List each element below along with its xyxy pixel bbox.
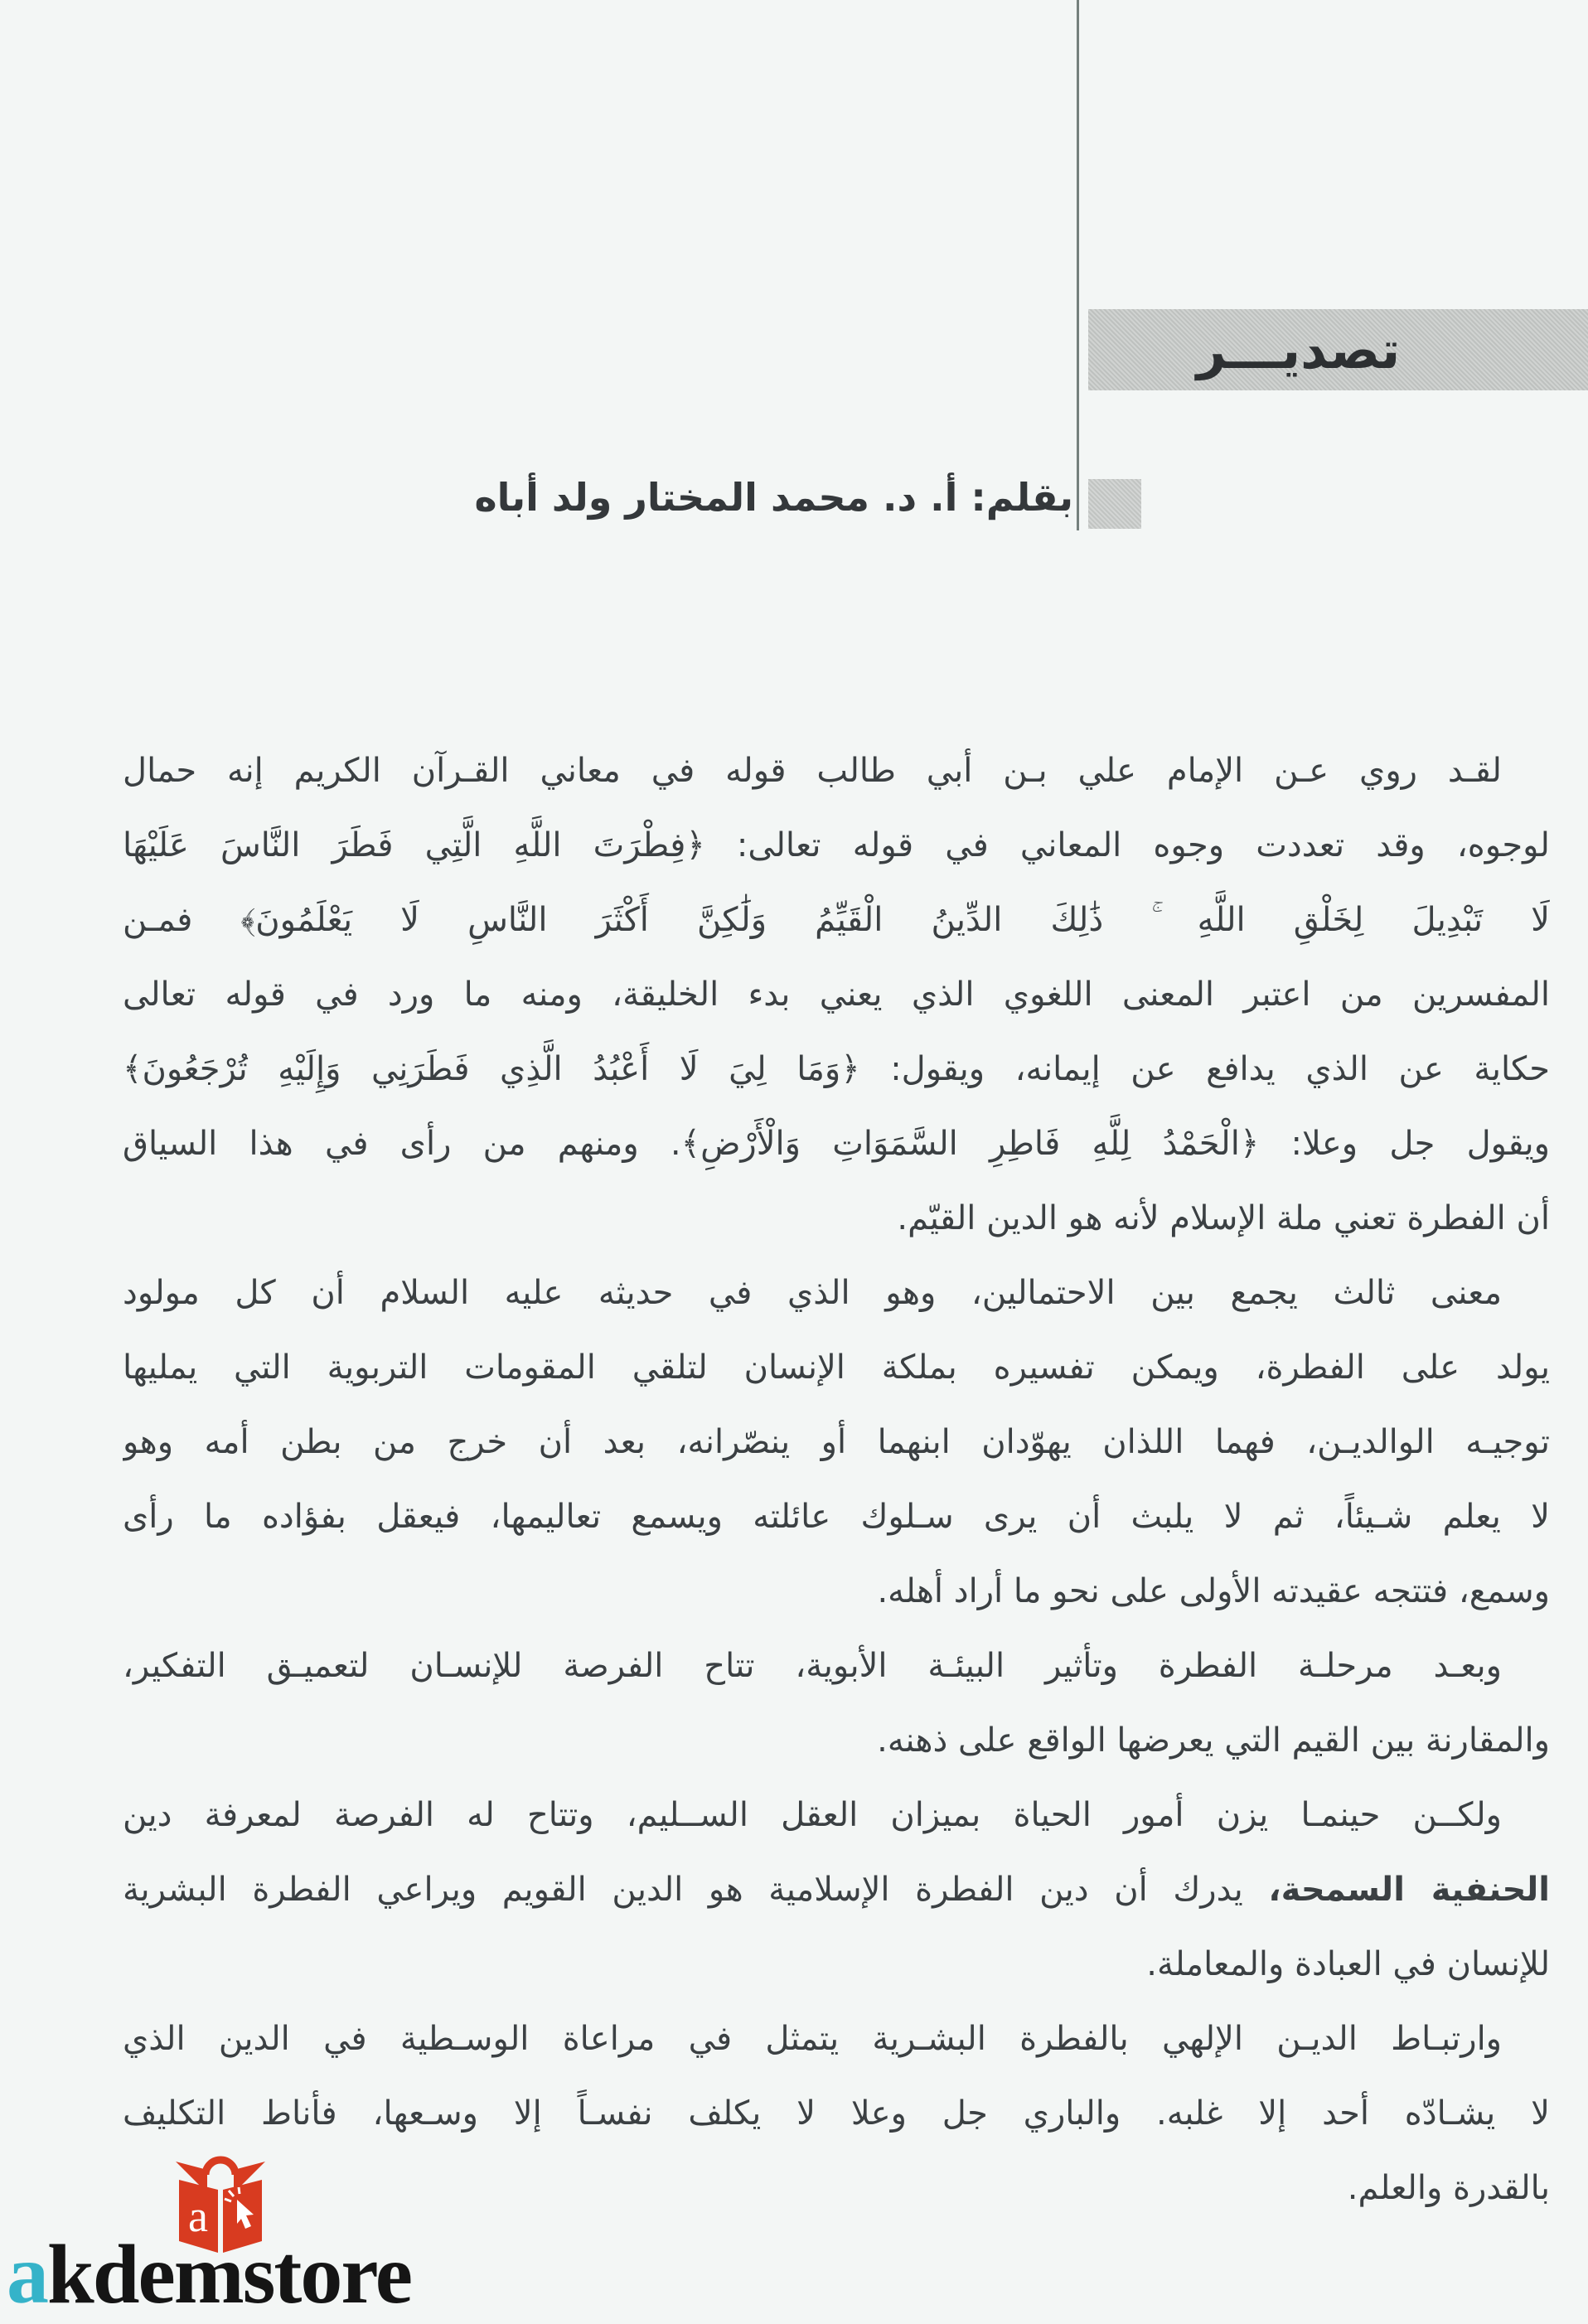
body-text-column bbox=[123, 734, 1550, 2225]
body-line: لَا تَبْدِيلَ لِخَلْقِ اللَّهِ ۚ ذَٰلِكَ الدِّينُ الْقَيِّمُ وَلَٰكِنَّ أَكْثَرَ النَّاسِ لَا يَعْلَمُونَ﴾ فمـن bbox=[123, 901, 1550, 939]
body-line: حكاية عن الذي يدافع عن إيمانه، ويقول: ﴿وَمَا لِيَ لَا أَعْبُدُ الَّذِي فَطَرَنِي وَإِلَيْهِ تُرْجَعُونَ﴾ bbox=[123, 1050, 1550, 1088]
wordmark-rest: kdemstore bbox=[47, 2228, 412, 2322]
page-title: تصديـــر bbox=[1196, 319, 1401, 380]
body-line-text: يدرك أن دين الفطرة الإسلامية هو الدين القويم ويراعي الفطرة البشرية bbox=[123, 1871, 1269, 1909]
body-line: والمقارنة بين القيم التي يعرضها الواقع على ذهنه. bbox=[877, 1721, 1550, 1760]
body-line: لقـد روي عـن الإمام علي بـن أبي طالب قوله في معاني القـرآن الكريم إنه حمال bbox=[123, 752, 1502, 790]
body-line: لا يشـادّه أحد إلا غلبه. والباري جل وعلا لا يكلف نفسـاً إلا وسـعها، فأناط التكليف bbox=[123, 2094, 1550, 2133]
body-line: المفسرين من اعتبر المعنى اللغوي الذي يعني بدء الخليقة، ومنه ما ورد في قوله تعالى bbox=[123, 976, 1550, 1014]
akdemstore-wordmark bbox=[7, 2226, 411, 2324]
wordmark-letter-a: a bbox=[7, 2228, 47, 2322]
author-byline: بقلم: أ. د. محمد المختار ولد أباه bbox=[474, 475, 1073, 520]
bold-phrase: الحنفية السمحة، bbox=[1268, 1871, 1550, 1909]
vertical-divider-line bbox=[1077, 0, 1079, 530]
body-line: وبعـد مرحلـة الفطرة وتأثير البيئـة الأبوية، تتاح الفرصة للإنسـان لتعميـق التفكير، bbox=[123, 1647, 1502, 1685]
body-line: وارتبـاط الديـن الإلهي بالفطرة البشـرية يتمثل في مراعاة الوسـطية في الدين الذي bbox=[123, 2020, 1502, 2058]
body-line: يولد على الفطرة، ويمكن تفسيره بملكة الإنسان لتلقي المقومات التربوية التي يمليها bbox=[123, 1348, 1550, 1387]
body-line: لوجوه، وقد تعددت وجوه المعاني في قوله تعالى: ﴿فِطْرَتَ اللَّهِ الَّتِي فَطَرَ النَّاسَ عَلَيْهَا bbox=[123, 826, 1550, 864]
body-line: وسمع، فتتجه عقيدته الأولى على نحو ما أراد أهله. bbox=[877, 1572, 1550, 1610]
body-line: بالقدرة والعلم. bbox=[1347, 2169, 1550, 2207]
preface-header-band bbox=[1088, 309, 1588, 390]
body-line: ويقول جل وعلا: ﴿الْحَمْدُ لِلَّهِ فَاطِرِ السَّمَوَاتِ وَالْأَرْضِ﴾. ومنهم من رأى في هذا السياق bbox=[123, 1125, 1550, 1163]
body-line: أن الفطرة تعني ملة الإسلام لأنه هو الدين القيّم. bbox=[897, 1199, 1550, 1237]
gray-square-ornament bbox=[1088, 479, 1141, 529]
svg-text:a: a bbox=[188, 2191, 208, 2241]
body-line: للإنسان في العبادة والمعاملة. bbox=[1146, 1945, 1550, 1983]
body-line bbox=[123, 1852, 1550, 1927]
body-line: ولكــن حينمـا يزن أمور الحياة بميزان العقل الســليم، وتتاح له الفرصة لمعرفة دين bbox=[123, 1796, 1502, 1834]
body-line: لا يعلم شـيئاً، ثم لا يلبث أن يرى سـلوك عائلته ويسمع تعاليمها، فيعقل بفؤاده ما رأى bbox=[123, 1498, 1550, 1536]
body-line: معنى ثالث يجمع بين الاحتمالين، وهو الذي في حديثه عليه السلام أن كل مولود bbox=[123, 1274, 1502, 1312]
body-line: توجيـه الوالديـن، فهما اللذان يهوّدان ابنهما أو ينصّرانه، بعد أن خرج من بطن أمه وهو bbox=[123, 1423, 1550, 1461]
